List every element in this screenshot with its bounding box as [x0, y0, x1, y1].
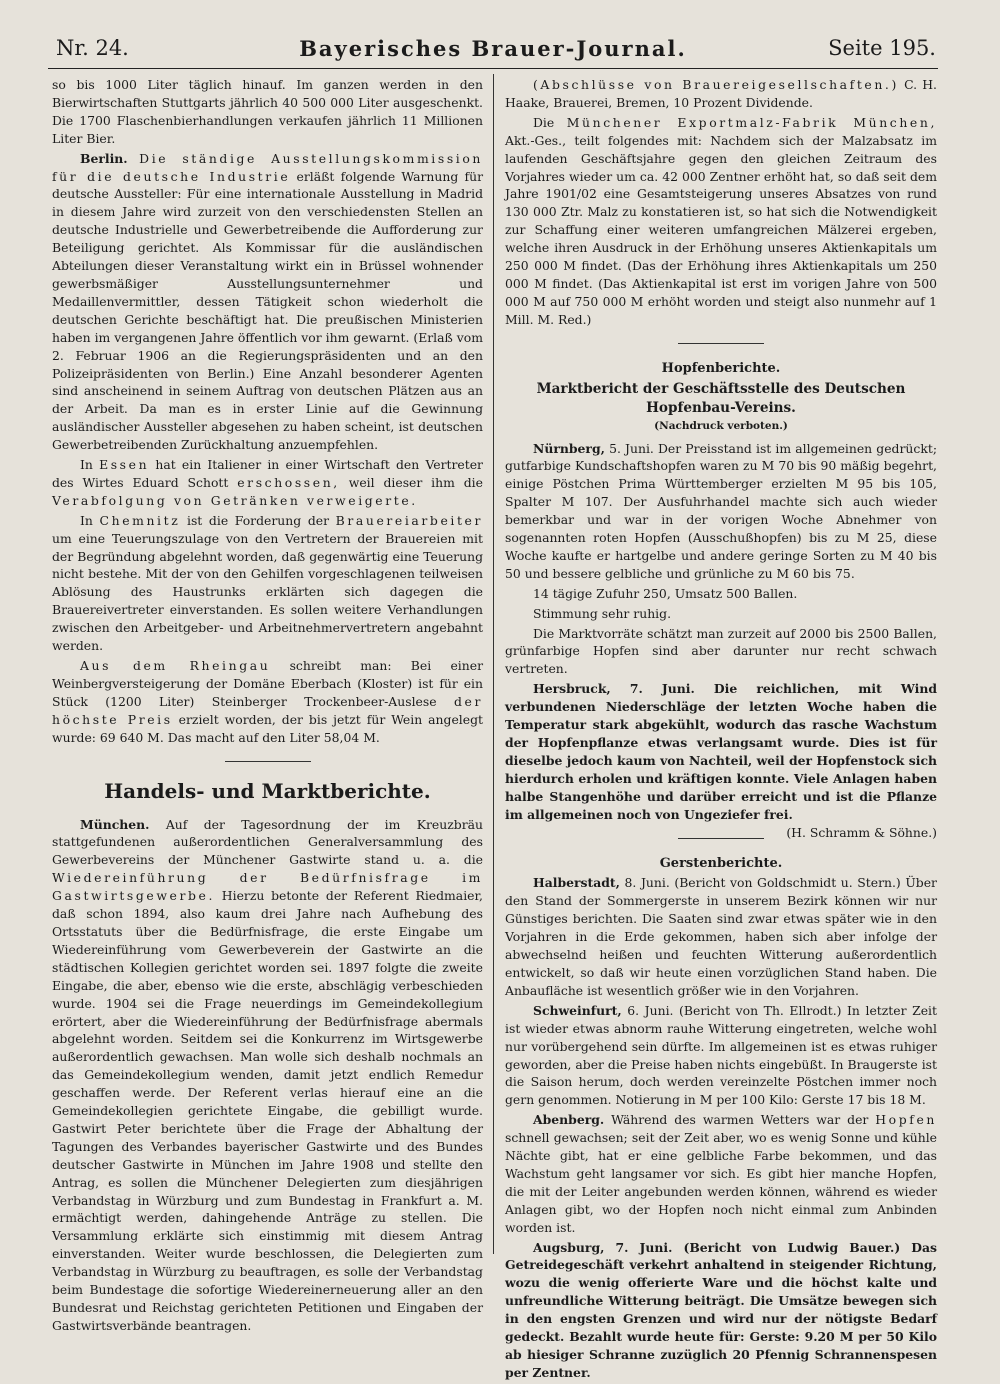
- spaced-text: erschossen,: [237, 474, 340, 490]
- paragraph-text: ist die Forderung der: [186, 512, 330, 528]
- haake-paragraph: [505, 76, 937, 112]
- column-divider: [493, 74, 494, 1254]
- spaced-text: (Abschlüsse von Brauereigesellschaften.): [533, 77, 899, 92]
- page-number: Seite 195.: [828, 36, 936, 60]
- page-header: [48, 34, 938, 69]
- paragraph-text: weil dieser ihm die: [348, 474, 483, 490]
- dateline: Augsburg,: [533, 1239, 605, 1255]
- journal-title: Bayerisches Brauer-Journal.: [299, 36, 687, 61]
- paragraph-text: 7. Juni. Die reichlichen, mit Wind verbundenen Niederschläge der letzten Woche haben die Temperatur stark abgekühlt, wodurch das rasche Wachstum der Hopfenpflanze etwas verlangsamt wurde. Dies ist für dieselbe jedoch kaum von Nachteil, weil der Hopfenstock sich hierdurch erholen und kräftigen konnte. Viele Anlagen haben halbe Stangenhöhe und darüber erreicht und ist die Pflanze im allgemeinen noch von Ungeziefer frei.: [505, 681, 937, 822]
- paragraph-text: Die: [533, 114, 555, 130]
- paragraph-text: erläßt folgende Warnung für deutsche Aussteller: Für eine internationale Ausstellung in Madrid in diesem Jahre wird zurzeit von den verschiedensten Stellen an deutsche Industrielle und Gewerbetreibende die Aufforderung zur Beteiligung gerichtet. Als Kommissar für die ausländischen Abteilungen dieser Veranstaltung wirkt ein in Brüssel wohnender gewerbsmäßiger Ausstellungsunternehmer und Medaillenvermittler, dessen Tätigkeit schon wiederholt die deutschen Gerichte beschäftigt hat. Die preußischen Ministerien haben im vergangenen Jahre öffentlich vor ihm gewarnt. (Erlaß vom 2. Februar 1906 an die Regierungspräsidenten und an den Polizeipräsidenten von Berlin.) Eine Anzahl besonderer Agenten sind anscheinend in seinem Auftrag von deutschen Plätzen aus an der Arbeit. Da man es in erster Linie auf die Gewinnung ausländischer Aussteller abgesehen zu haben scheint, ist deutschen Gewerbetreibenden Zurückhaltung anzuempfehlen.: [52, 168, 483, 453]
- spaced-text: Verabfolgung von Getränken verweigerte.: [52, 492, 418, 508]
- dateline: Schweinfurt,: [533, 1002, 622, 1018]
- supply-line: 14 tägige Zufuhr 250, Umsatz 500 Ballen.: [533, 585, 798, 601]
- section-rule: [225, 761, 311, 762]
- left-column: [52, 76, 483, 1337]
- paragraph-text: In: [80, 512, 93, 528]
- spaced-text: Münchener Exportmalz-Fabrik München,: [566, 114, 937, 130]
- stuttgart-paragraph: so bis 1000 Liter täglich hinauf. Im ganzen werden in den Bierwirtschaften Stuttgarts jährlich 40 500 000 Liter ausgeschenkt. Die 1700 Flaschenbierhandlungen verkaufen jährlich 11 Millionen Liter Bier.: [52, 77, 483, 146]
- paragraph-text: schnell gewachsen; seit der Zeit aber, wo es wenig Sonne und kühle Nächte gibt, hat er eine gelbliche Farbe bekommen, und das Wachstum geht langsamer vor sich. Es gibt hier manche Hopfen, die mit der Leiter angebunden werden können, während es wieder Anlagen gibt, wo der Hopfen noch nicht einmal zum Anbinden worden ist.: [505, 1130, 937, 1235]
- paragraph-text: C. H. Haake, Brauerei, Bremen, 10 Prozent Dividende.: [505, 77, 937, 110]
- berlin-paragraph: [52, 150, 483, 454]
- paragraph-text: schreibt man: Bei einer Weinbergversteigerung der Domäne Eberbach (Kloster) ist für ein Stück (1200 Liter) Steinberger Trockenbeer-Auslese: [52, 658, 483, 709]
- paragraph-text: 7. Juni. (Bericht von Ludwig Bauer.) Das Getreidegeschäft verkehrt anhaltend in steigender Richtung, wozu die wenig offerierte Ware und die höchst kalte und unfreundliche Witterung beiträgt. Die Umsätze bewegen sich in den engsten Grenzen und wird nur der nötigste Bedarf gedeckt. Bezahlt wurde heute für: Gerste: 9.20 M per 50 Kilo ab hiesiger Schranne zuzüglich 20 Pfennig Schrannenspesen per Zentner.: [505, 1239, 937, 1380]
- mood-line: Stimmung sehr ruhig.: [533, 605, 672, 621]
- dateline: Nürnberg,: [533, 440, 605, 456]
- dateline: Halberstadt,: [533, 875, 620, 891]
- exportmalz-paragraph: [505, 114, 937, 329]
- hersbruck-paragraph: [505, 680, 937, 840]
- nuernberg-paragraph: [505, 440, 937, 583]
- section-heading: Handels- und Marktberichte.: [104, 778, 431, 803]
- spaced-text: Die ständige Ausstellungskommission für die deutsche Industrie: [52, 150, 483, 184]
- signature: (H. Schramm & Söhne.): [786, 824, 937, 840]
- paragraph-text: um eine Teuerungszulage von den Vertretern der Brauereien mit der Begründung abgelehnt worden, daß gegenwärtig eine Teuerung nicht bestehe. Mit der von den Gehilfen vorgeschlagenen teilweisen Ablösung des Haustrunks erklärten sich dagegen die Brauereivertreter einverstanden. Es sollen weitere Verhandlungen zwischen den Arbeitgeber- und Arbeitnehmervertretern angebahnt werden.: [52, 530, 483, 654]
- section-rule: [678, 838, 764, 839]
- paragraph-text: erzielt worden, der bis jetzt für Wein angelegt wurde: 69 640 M. Das macht auf den Liter 58,04 M.: [52, 711, 483, 745]
- muenchen-paragraph: [52, 816, 483, 1335]
- paragraph-text: Akt.-Ges., teilt folgendes mit: Nachdem sich der Malzabsatz im laufenden Geschäftsjahre gegen den gleichen Zeitraum des Vorjahres wieder um ca. 42 000 Zentner erhöht hat, so daß seit dem Jahre 1901/02 eine Gesamtsteigerung unseres Absatzes von rund 130 000 Ztr. Malz zu konstatieren ist, so hat sich die Notwendigkeit zur Schaffung einer weiteren umfangreichen Mälzerei ergeben, welche ihren Ausdruck in der Erhöhung unseres Aktienkapitals um 250 000 M findet. (Das der Erhöhung ihres Aktienkapitals um 250 000 M findet. (Das Aktienkapital ist erst im vorigen Jahre von 500 000 M auf 750 000 M erhöht worden und steigt also nunmehr auf 1 Mill. M. Red.): [505, 132, 937, 327]
- section-rule: [678, 343, 764, 344]
- dateline: Abenberg.: [533, 1112, 605, 1128]
- schweinfurt-paragraph: [505, 1002, 937, 1109]
- market-report-heading: Marktbericht der Geschäftsstelle des Deutschen Hopfenbau-Vereins.: [536, 380, 906, 416]
- dateline: München.: [80, 816, 150, 832]
- issue-number: Nr. 24.: [56, 36, 129, 60]
- stocks-line: Die Marktvorräte schätzt man zurzeit auf 2000 bis 2500 Ballen, grünfarbige Hopfen sind aber darunter nur recht schwach vertreten.: [505, 625, 937, 677]
- barley-section-heading: Gerstenberichte.: [659, 855, 783, 871]
- paragraph-text: hat ein Italiener in einer Wirtschaft den Vertreter des Wirtes Eduard Schott: [52, 457, 483, 490]
- abenberg-paragraph: [505, 1111, 937, 1236]
- spaced-text: Aus dem Rheingau: [80, 658, 271, 673]
- paragraph-text: In: [80, 457, 93, 473]
- paragraph-text: Während des warmen Wetters war der: [611, 1112, 869, 1128]
- paragraph-text: 5. Juni. Der Preisstand ist im allgemeinen gedrückt; gutfarbige Kundschaftshopfen waren zu M 70 bis 90 mäßig begehrt, einige Pöstchen Prima Württemberger erzielten M 95 bis 105, Spalter M 107. Der Ausfuhrhandel machte sich auch wieder bemerkbar und war in der vorigen Woche Abnehmer von sogenannten roten Hopfen (Ausschußhopfen) bis zu M 25, diese Woche kaufte er hartgelbe und andere geringe Sorten zu M 40 bis 50 und bessere gelbliche und grünliche zu M 60 bis 75.: [505, 440, 937, 581]
- spaced-text: der höchste Preis: [52, 693, 483, 727]
- paragraph-text: 8. Juni. (Bericht von Goldschmidt u. Stern.) Über den Stand der Sommergerste in unserem Bezirk können wir nur Günstiges berichten. Die Saaten sind zwar etwas später wie in den Vorjahren in die Erde gekommen, haben sich aber infolge der abwechselnd heißen und feuchten Witterung außerordentlich entwickelt, so daß wir heute einen vorzüglichen Stand haben. Die Anbaufläche ist wesentlich größer wie in den Vorjahren.: [505, 875, 937, 998]
- spaced-text: Brauereiarbeiter: [335, 512, 483, 528]
- essen-paragraph: [52, 456, 483, 510]
- spaced-text: Chemnitz: [99, 512, 181, 528]
- rheingau-paragraph: [52, 657, 483, 747]
- chemnitz-paragraph: [52, 512, 483, 655]
- paragraph-text: Auf der Tagesordnung der im Kreuzbräu stattgefundenen außerordentlichen Generalversammlung des Gewerbevereins der Münchener Gastwirte stand u. a. die: [52, 816, 483, 868]
- paragraph-text: Hierzu betonte der Referent Riedmaier, daß schon 1894, also kaum drei Jahre nach Aufhebung des Ortsstatuts über die Bedürfnisfrage, die erste Eingabe um Wiedereinführung vom Gewerbeverein der Gastwirte an die städtischen Kollegien gerichtet worden sei. 1897 folgte die zweite Eingabe, die aber, ebenso wie die erste, abschlägig verbeschieden wurde. 1904 sei die Frage neuerdings im Gemeindekollegium erörtert, aber die Wiedereinführung der Bedürfnisfrage abermals abgelehnt worden. Seitdem sei die Konkurrenz im Wirtsgewerbe außerordentlich gewachsen. Man wolle sich deshalb nochmals an das Gemeindekollegium wenden, damit jetzt endlich Remedur geschaffen werde. Der Referent verlas hierauf eine an die Gemeindekollegien gerichtete Eingabe, die gebilligt wurde. Gastwirt Peter berichtete über die Frage der Abhaltung der Tagungen des Verbandes bayerischer Gastwirte und des Bundes deutscher Gastwirte in München im Jahre 1908 und stellte den Antrag, es sollen die Münchener Delegierten zum diesjährigen Verbandstag in Würzburg und zum Bundestag in Frankfurt a. M. ermächtigt werden, dahingehende Anträge zu stellen. Die Versammlung erklärte sich einstimmig mit diesem Antrag einverstanden. Weiter wurde beschlossen, die Delegierten zum Verbandstag in Würzburg zu beauftragen, es solle der Verbandstag beim Bundestage die sofortige Wiedereinerneuerung aller an den Bundesrat und Reichstag gerichteten Petitionen und Eingaben der Gastwirtsverbände beantragen.: [52, 888, 483, 1333]
- paragraph-text: 6. Juni. (Bericht von Th. Ellrodt.) In letzter Zeit ist wieder etwas abnorm rauhe Witterung eingetreten, welche wohl nur vorübergehend sein dürfte. Im allgemeinen ist es etwas ruhiger geworden, aber die Preise haben nichts eingebüßt. In Braugerste ist die Saison herum, doch werden vereinzelte Pöstchen immer noch gern genommen. Notierung in M per 100 Kilo: Gerste 17 bis 18 M.: [505, 1002, 937, 1108]
- spaced-text: Hopfen: [875, 1112, 937, 1128]
- reprint-note: (Nachdruck verboten.): [654, 419, 788, 432]
- hops-section-heading: Hopfenberichte.: [661, 360, 781, 376]
- augsburg-paragraph: [505, 1239, 937, 1382]
- spaced-text: Wiedereinführung der Bedürfnisfrage im Gastwirtsgewerbe.: [52, 870, 483, 904]
- halberstadt-paragraph: [505, 874, 937, 999]
- right-column: [505, 76, 937, 1384]
- dateline: Berlin.: [80, 150, 128, 166]
- spaced-text: Essen: [99, 457, 150, 473]
- dateline: Hersbruck,: [533, 681, 611, 697]
